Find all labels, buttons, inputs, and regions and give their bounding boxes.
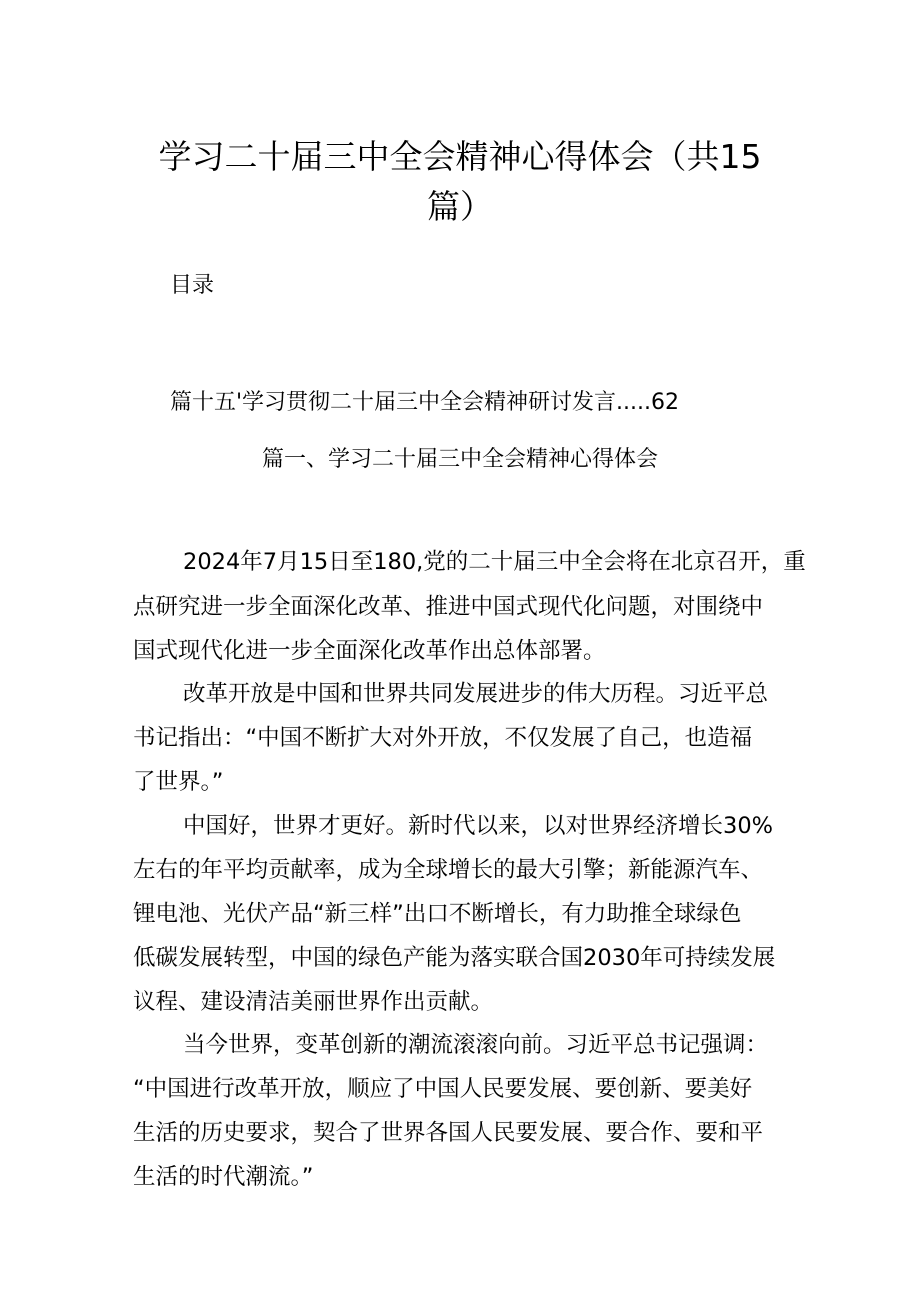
document-title bbox=[100, 132, 820, 232]
paragraph-2-line-1: 改革开放是中国和世界共同发展进步的伟大历程。习近平总 bbox=[183, 681, 769, 707]
title-line-1: 学习二十届三中全会精神心得体会（共15 bbox=[158, 137, 762, 176]
toc-label: 目录 bbox=[170, 273, 215, 298]
paragraph-4-line-2: “中国进行改革开放，顺应了中国人民要发展、要创新、要美好 bbox=[133, 1076, 753, 1102]
paragraph-3-line-2: 左右的年平均贡献率，成为全球增长的最大引擎；新能源汽车、 bbox=[133, 857, 764, 883]
toc-entry: 篇十五'学习贯彻二十届三中全会精神研讨发言.....62 bbox=[170, 390, 680, 415]
section-heading: 篇一、学习二十届三中全会精神心得体会 bbox=[261, 447, 658, 472]
paragraph-3-line-5: 议程、建设清洁美丽世界作出贡献。 bbox=[133, 989, 494, 1015]
paragraph-3-line-3: 锂电池、光伏产品“新三样”出口不断增长，有力助推全球绿色 bbox=[133, 901, 742, 927]
paragraph-3-line-1: 中国好，世界才更好。新时代以来，以对世界经济增长30% bbox=[183, 813, 774, 839]
paragraph-1-line-1: 2024年7月15日至180,党的二十届三中全会将在北京召开，重 bbox=[183, 549, 806, 575]
paragraph-1-line-2: 点研究进一步全面深化改革、推进中国式现代化问题，对围绕中 bbox=[133, 594, 764, 620]
paragraph-2-line-2: 书记指出：“中国不断扩大对外开放，不仅发展了自己，也造福 bbox=[133, 725, 753, 751]
title-line-2: 篇） bbox=[427, 187, 493, 226]
paragraph-3-line-4: 低碳发展转型，中国的绿色产能为落实联合国2030年可持续发展 bbox=[133, 945, 776, 971]
paragraph-1-line-3: 国式现代化进一步全面深化改革作出总体部署。 bbox=[133, 638, 606, 664]
paragraph-4-line-3: 生活的历史要求，契合了世界各国人民要发展、要合作、要和平 bbox=[133, 1120, 764, 1146]
paragraph-4-line-4: 生活的时代潮流。” bbox=[133, 1164, 314, 1190]
paragraph-2-line-3: 了世界。” bbox=[133, 769, 224, 795]
paragraph-4-line-1: 当今世界，变革创新的潮流滚滚向前。习近平总书记强调： bbox=[183, 1032, 769, 1058]
